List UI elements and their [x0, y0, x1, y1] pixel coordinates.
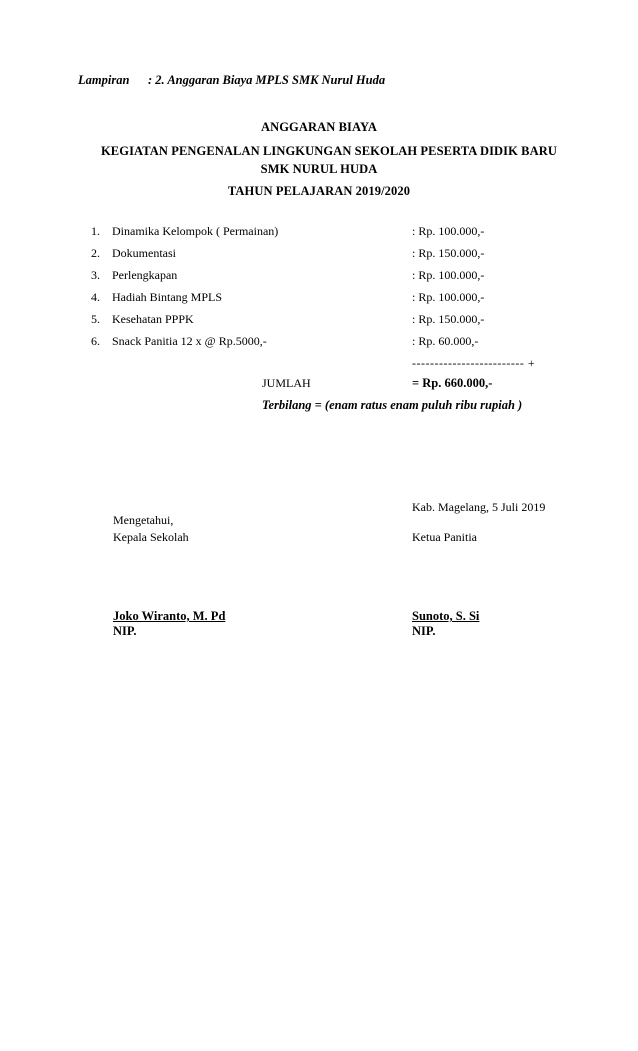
- item-amount: : Rp. 100.000,-: [412, 224, 485, 238]
- title-kegiatan: KEGIATAN PENGENALAN LINGKUNGAN SEKOLAH PESERTA DIDIK BARU: [100, 144, 558, 158]
- item-description: Kesehatan PPPK: [112, 312, 194, 326]
- list-item: [91, 224, 551, 246]
- total-in-words: Terbilang = (enam ratus enam puluh ribu rupiah ): [262, 398, 523, 412]
- principal-name: Joko Wiranto, M. Pd: [113, 609, 226, 623]
- item-description: Snack Panitia 12 x @ Rp.5000,-: [112, 334, 267, 348]
- list-item: [91, 334, 551, 356]
- item-description: Perlengkapan: [112, 268, 178, 282]
- total-value: = Rp. 660.000,-: [412, 376, 493, 390]
- item-number: 5.: [91, 312, 100, 326]
- budget-list: [91, 224, 551, 356]
- lampiran-label: Lampiran: [78, 73, 130, 87]
- chairman-role: Ketua Panitia: [412, 530, 477, 544]
- item-number: 6.: [91, 334, 100, 348]
- item-amount: : Rp. 60.000,-: [412, 334, 479, 348]
- sum-separator: ------------------------- +: [412, 356, 536, 370]
- list-item: [91, 268, 551, 290]
- principal-nip: NIP.: [113, 624, 137, 638]
- item-number: 1.: [91, 224, 100, 238]
- item-description: Dinamika Kelompok ( Permainan): [112, 224, 279, 238]
- list-item: [91, 290, 551, 312]
- principal-role: Kepala Sekolah: [113, 530, 189, 544]
- item-amount: : Rp. 100.000,-: [412, 268, 485, 282]
- total-label: JUMLAH: [262, 376, 311, 390]
- lampiran-line: [78, 73, 385, 88]
- place-date: Kab. Magelang, 5 Juli 2019: [412, 500, 546, 514]
- title-academic-year: TAHUN PELAJARAN 2019/2020: [227, 184, 411, 198]
- title-school: SMK NURUL HUDA: [260, 162, 378, 176]
- title-anggaran-biaya: ANGGARAN BIAYA: [260, 120, 378, 134]
- list-item: [91, 246, 551, 268]
- item-amount: : Rp. 150.000,-: [412, 312, 485, 326]
- item-amount: : Rp. 100.000,-: [412, 290, 485, 304]
- list-item: [91, 312, 551, 334]
- item-description: Hadiah Bintang MPLS: [112, 290, 222, 304]
- lampiran-text: : 2. Anggaran Biaya MPLS SMK Nurul Huda: [148, 73, 386, 87]
- item-amount: : Rp. 150.000,-: [412, 246, 485, 260]
- chairman-name: Sunoto, S. Si: [412, 609, 480, 623]
- acknowledged-label: Mengetahui,: [113, 513, 174, 527]
- item-number: 2.: [91, 246, 100, 260]
- item-number: 4.: [91, 290, 100, 304]
- chairman-nip: NIP.: [412, 624, 436, 638]
- item-description: Dokumentasi: [112, 246, 176, 260]
- item-number: 3.: [91, 268, 100, 282]
